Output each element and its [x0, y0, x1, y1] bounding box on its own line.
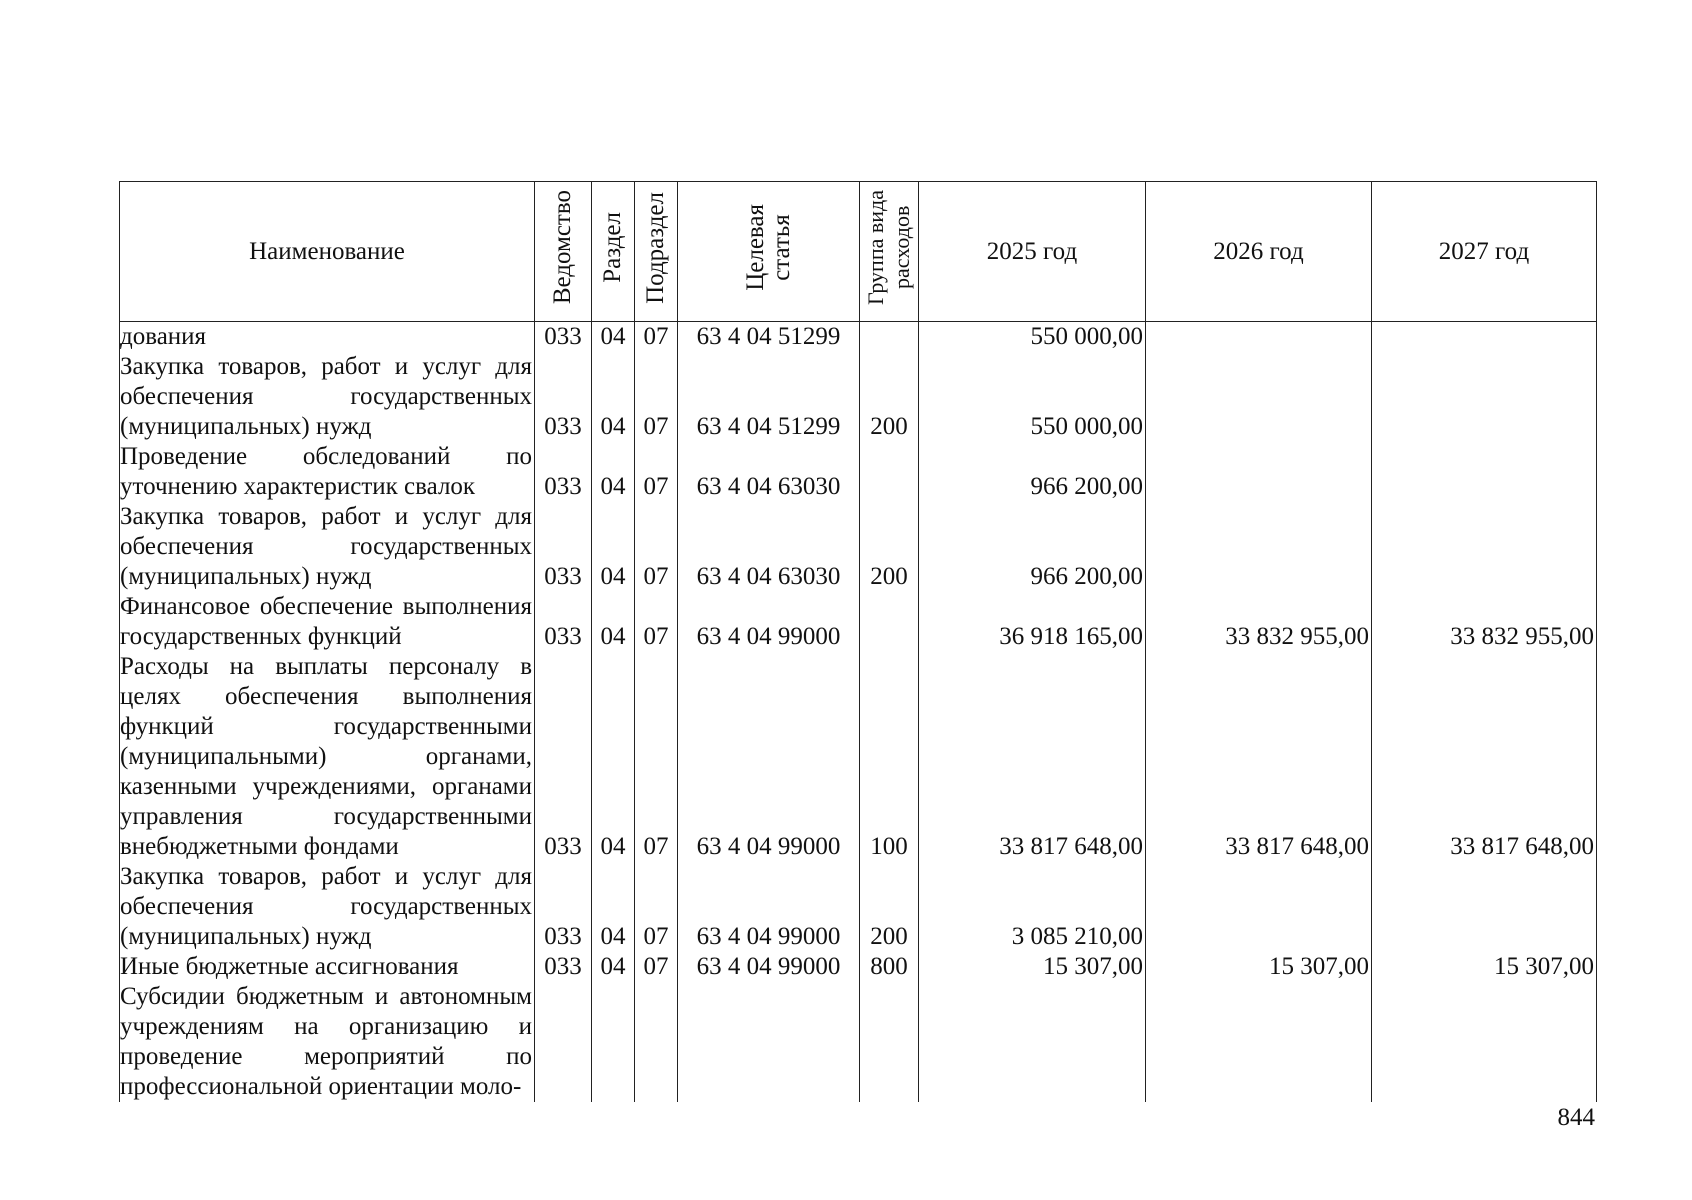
header-celevaya-statya: Целевая статья: [678, 182, 860, 322]
cell-2026: 33 832 955,00: [1146, 592, 1372, 652]
table-row: [120, 952, 1597, 982]
cell-name: Проведение обследований по уточнению характеристик свалок: [120, 442, 535, 502]
cell-2026: [1146, 352, 1372, 442]
cell-vedomstvo: [535, 982, 592, 1102]
cell-gruppa: [860, 592, 919, 652]
cell-2026: [1146, 502, 1372, 592]
header-gruppa-vida-rashodov: Группа вида расходов: [860, 182, 919, 322]
cell-razdel: 04: [592, 652, 635, 862]
cell-name: Финансовое обеспечение выполнения государственных функций: [120, 592, 535, 652]
header-year-2025: 2025 год: [919, 182, 1146, 322]
cell-podrazdel: 07: [635, 322, 678, 353]
cell-vedomstvo: 033: [535, 322, 592, 353]
cell-2027: [1372, 352, 1597, 442]
cell-celevaya-statya: 63 4 04 51299: [678, 322, 860, 353]
cell-razdel: 04: [592, 322, 635, 353]
cell-2027: 33 832 955,00: [1372, 592, 1597, 652]
header-razdel: Раздел: [592, 182, 635, 322]
cell-2025: 15 307,00: [919, 952, 1146, 982]
cell-2026: [1146, 442, 1372, 502]
cell-podrazdel: [635, 982, 678, 1102]
page-number: 844: [1557, 1104, 1595, 1131]
cell-name: Субсидии бюджетным и автономным учреждениям на организацию и проведение мероприятий по профессиональной ориентации моло-: [120, 982, 535, 1102]
table-row: [120, 442, 1597, 502]
cell-razdel: 04: [592, 442, 635, 502]
cell-celevaya-statya: 63 4 04 99000: [678, 952, 860, 982]
cell-vedomstvo: 033: [535, 352, 592, 442]
cell-2027: 33 817 648,00: [1372, 652, 1597, 862]
cell-gruppa: 100: [860, 652, 919, 862]
header-year-2026: 2026 год: [1146, 182, 1372, 322]
cell-gruppa: [860, 322, 919, 353]
header-podrazdel: Подраздел: [635, 182, 678, 322]
cell-vedomstvo: 033: [535, 502, 592, 592]
cell-2025: 550 000,00: [919, 352, 1146, 442]
cell-vedomstvo: 033: [535, 652, 592, 862]
cell-razdel: 04: [592, 502, 635, 592]
cell-2025: 550 000,00: [919, 322, 1146, 353]
cell-name: Закупка товаров, работ и услуг для обеспечения государственных (муниципальных) нужд: [120, 352, 535, 442]
cell-vedomstvo: 033: [535, 952, 592, 982]
cell-2026: 33 817 648,00: [1146, 652, 1372, 862]
cell-razdel: 04: [592, 952, 635, 982]
cell-2025: 966 200,00: [919, 502, 1146, 592]
cell-razdel: [592, 982, 635, 1102]
table-row: [120, 862, 1597, 952]
cell-vedomstvo: 033: [535, 442, 592, 502]
cell-razdel: 04: [592, 862, 635, 952]
cell-name: Закупка товаров, работ и услуг для обеспечения государственных (муниципальных) нужд: [120, 502, 535, 592]
cell-2027: 15 307,00: [1372, 952, 1597, 982]
header-year-2027: 2027 год: [1372, 182, 1597, 322]
cell-celevaya-statya: [678, 982, 860, 1102]
cell-celevaya-statya: 63 4 04 99000: [678, 592, 860, 652]
cell-gruppa: [860, 442, 919, 502]
cell-2027: [1372, 982, 1597, 1102]
cell-name: дования: [120, 322, 535, 353]
cell-gruppa: 800: [860, 952, 919, 982]
cell-gruppa: 200: [860, 502, 919, 592]
header-row: [120, 182, 1597, 322]
cell-podrazdel: 07: [635, 352, 678, 442]
cell-vedomstvo: 033: [535, 862, 592, 952]
cell-vedomstvo: 033: [535, 592, 592, 652]
table-row: [120, 982, 1597, 1102]
cell-name: Расходы на выплаты персоналу в целях обеспечения выполнения функций государственными (муниципальными) органами, казенными учреждениями, органами управления государственными внебюджетными фондами: [120, 652, 535, 862]
cell-2026: [1146, 862, 1372, 952]
cell-name: Иные бюджетные ассигнования: [120, 952, 535, 982]
cell-2027: [1372, 502, 1597, 592]
header-vedomstvo: Ведомство: [535, 182, 592, 322]
budget-table: [119, 181, 1597, 1102]
cell-2027: [1372, 442, 1597, 502]
cell-razdel: 04: [592, 592, 635, 652]
cell-gruppa: 200: [860, 352, 919, 442]
cell-name: Закупка товаров, работ и услуг для обеспечения государственных (муниципальных) нужд: [120, 862, 535, 952]
cell-2026: [1146, 982, 1372, 1102]
cell-gruppa: 200: [860, 862, 919, 952]
cell-celevaya-statya: 63 4 04 63030: [678, 502, 860, 592]
cell-2025: 966 200,00: [919, 442, 1146, 502]
cell-2025: 33 817 648,00: [919, 652, 1146, 862]
cell-2027: [1372, 322, 1597, 353]
header-name: Наименование: [120, 182, 535, 322]
cell-podrazdel: 07: [635, 952, 678, 982]
cell-2025: 3 085 210,00: [919, 862, 1146, 952]
cell-celevaya-statya: 63 4 04 63030: [678, 442, 860, 502]
cell-2027: [1372, 862, 1597, 952]
cell-celevaya-statya: 63 4 04 99000: [678, 652, 860, 862]
cell-2026: 15 307,00: [1146, 952, 1372, 982]
cell-podrazdel: 07: [635, 592, 678, 652]
table-row: [120, 652, 1597, 862]
cell-celevaya-statya: 63 4 04 99000: [678, 862, 860, 952]
cell-gruppa: [860, 982, 919, 1102]
cell-2025: 36 918 165,00: [919, 592, 1146, 652]
cell-podrazdel: 07: [635, 652, 678, 862]
table-row: [120, 352, 1597, 442]
table-row: [120, 592, 1597, 652]
cell-2025: [919, 982, 1146, 1102]
cell-razdel: 04: [592, 352, 635, 442]
cell-podrazdel: 07: [635, 442, 678, 502]
cell-podrazdel: 07: [635, 502, 678, 592]
table-row: [120, 502, 1597, 592]
table-row: [120, 322, 1597, 353]
cell-podrazdel: 07: [635, 862, 678, 952]
cell-celevaya-statya: 63 4 04 51299: [678, 352, 860, 442]
cell-2026: [1146, 322, 1372, 353]
